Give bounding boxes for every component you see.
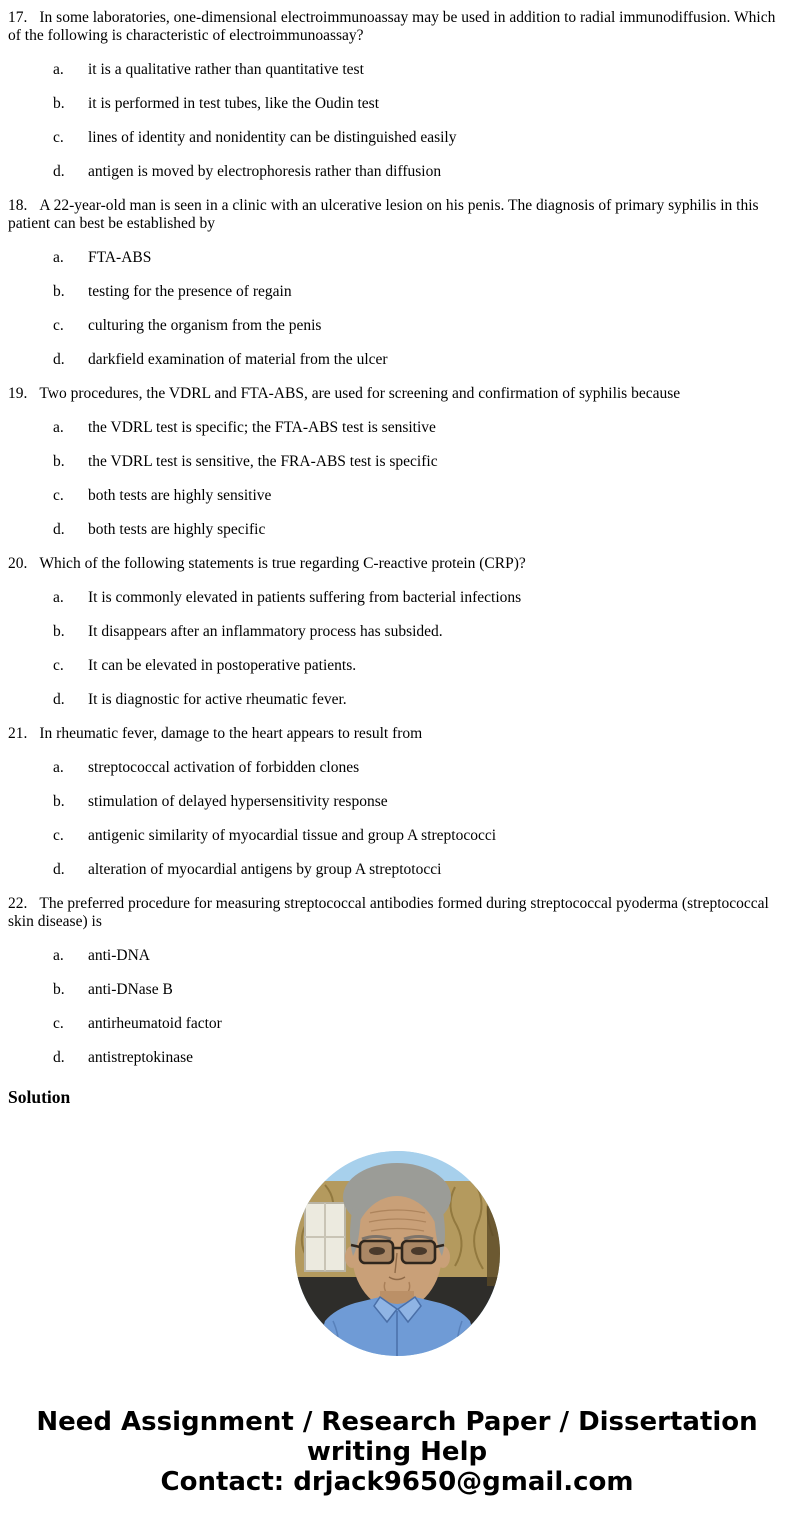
option-letter: d.: [53, 163, 65, 180]
portrait-photo: [295, 1151, 500, 1356]
question-number: 21.: [8, 725, 28, 742]
option-letter: b.: [53, 453, 65, 470]
option-item: [8, 419, 778, 437]
option-item: [8, 283, 778, 301]
option-text: the VDRL test is specific; the FTA-ABS test is sensitive: [88, 419, 436, 436]
footer-line: Need Assignment / Research Paper / Dissertation: [36, 1407, 758, 1437]
solution-heading: Solution: [8, 1087, 71, 1107]
option-item: [8, 1015, 778, 1033]
footer-line: writing Help: [306, 1437, 488, 1467]
option-text: It disappears after an inflammatory process has subsided.: [88, 623, 443, 640]
option-item: [8, 589, 778, 607]
option-text: antirheumatoid factor: [88, 1015, 222, 1032]
option-item: [8, 317, 778, 335]
question-number: 17.: [8, 9, 28, 26]
wall-edge: [487, 1206, 500, 1286]
option-letter: d.: [53, 861, 65, 878]
option-text: lines of identity and nonidentity can be distinguished easily: [88, 129, 457, 146]
option-letter: d.: [53, 1049, 65, 1066]
option-text: FTA-ABS: [88, 249, 152, 266]
option-text: stimulation of delayed hypersensitivity response: [88, 793, 388, 810]
question-text: In some laboratories, one-dimensional electroimmunoassay may be used in addition to radial immunodiffusion. Which of the following is characteristic of electroimmunoassay?: [8, 9, 776, 44]
option-text: both tests are highly sensitive: [88, 487, 272, 504]
question-text: The preferred procedure for measuring streptococcal antibodies formed during streptococcal pyoderma (streptococcal skin disease) is: [8, 895, 769, 930]
option-item: [8, 759, 778, 777]
option-letter: c.: [53, 657, 64, 674]
option-item: [8, 657, 778, 675]
question-number: 19.: [8, 385, 28, 402]
option-item: [8, 249, 778, 267]
question-item: [8, 555, 778, 573]
option-letter: d.: [53, 691, 65, 708]
option-text: It can be elevated in postoperative patients.: [88, 657, 357, 674]
option-item: [8, 453, 778, 471]
footer-promo: [0, 1407, 794, 1497]
question-text: A 22-year-old man is seen in a clinic with an ulcerative lesion on his penis. The diagnosis of primary syphilis in this patient can best be established by: [8, 197, 759, 232]
option-letter: a.: [53, 419, 64, 436]
option-letter: b.: [53, 283, 65, 300]
option-text: antistreptokinase: [88, 1049, 194, 1066]
question-item: [8, 197, 778, 233]
portrait-illustration: [295, 1151, 500, 1356]
option-text: testing for the presence of regain: [88, 283, 292, 300]
option-letter: a.: [53, 61, 64, 78]
option-letter: a.: [53, 947, 64, 964]
option-letter: d.: [53, 351, 65, 368]
question-item: [8, 895, 778, 931]
option-text: both tests are highly specific: [88, 521, 266, 538]
question-text: In rheumatic fever, damage to the heart appears to result from: [39, 725, 423, 742]
option-letter: b.: [53, 793, 65, 810]
question-text: Which of the following statements is true regarding C-reactive protein (CRP)?: [39, 555, 526, 572]
option-item: [8, 521, 778, 539]
option-item: [8, 691, 778, 709]
option-item: [8, 95, 778, 113]
option-text: antigenic similarity of myocardial tissue and group A streptococci: [88, 827, 497, 844]
option-item: [8, 351, 778, 369]
option-text: alteration of myocardial antigens by group A streptotocci: [88, 861, 442, 878]
option-item: [8, 947, 778, 965]
option-letter: a.: [53, 759, 64, 776]
option-item: [8, 793, 778, 811]
option-item: [8, 61, 778, 79]
option-item: [8, 163, 778, 181]
option-text: anti-DNase B: [88, 981, 173, 998]
question-number: 22.: [8, 895, 28, 912]
question-text: Two procedures, the VDRL and FTA-ABS, are used for screening and confirmation of syphilis because: [39, 385, 681, 402]
option-text: streptococcal activation of forbidden clones: [88, 759, 360, 776]
footer-contact-email: Contact: drjack9650@gmail.com: [160, 1467, 634, 1497]
question-number: 18.: [8, 197, 28, 214]
option-text: It is diagnostic for active rheumatic fever.: [88, 691, 347, 708]
option-letter: b.: [53, 623, 65, 640]
option-letter: d.: [53, 521, 65, 538]
option-item: [8, 827, 778, 845]
option-text: culturing the organism from the penis: [88, 317, 322, 334]
option-letter: b.: [53, 981, 65, 998]
option-letter: c.: [53, 129, 64, 146]
option-text: It is commonly elevated in patients suffering from bacterial infections: [88, 589, 522, 606]
option-item: [8, 623, 778, 641]
option-letter: a.: [53, 249, 64, 266]
option-item: [8, 487, 778, 505]
option-item: [8, 861, 778, 879]
option-text: it is a qualitative rather than quantitative test: [88, 61, 364, 78]
question-item: [8, 385, 778, 403]
question-item: [8, 725, 778, 743]
window-frame: [305, 1203, 345, 1271]
option-text: the VDRL test is sensitive, the FRA-ABS test is specific: [88, 453, 438, 470]
option-item: [8, 129, 778, 147]
option-text: darkfield examination of material from the ulcer: [88, 351, 388, 368]
option-letter: c.: [53, 487, 64, 504]
option-text: anti-DNA: [88, 947, 150, 964]
question-number: 20.: [8, 555, 28, 572]
option-letter: c.: [53, 827, 64, 844]
option-letter: a.: [53, 589, 64, 606]
option-letter: c.: [53, 317, 64, 334]
option-item: [8, 1049, 778, 1067]
question-item: [8, 9, 778, 45]
option-item: [8, 981, 778, 999]
option-letter: b.: [53, 95, 65, 112]
option-text: antigen is moved by electrophoresis rather than diffusion: [88, 163, 442, 180]
option-letter: c.: [53, 1015, 64, 1032]
option-text: it is performed in test tubes, like the Oudin test: [88, 95, 380, 112]
